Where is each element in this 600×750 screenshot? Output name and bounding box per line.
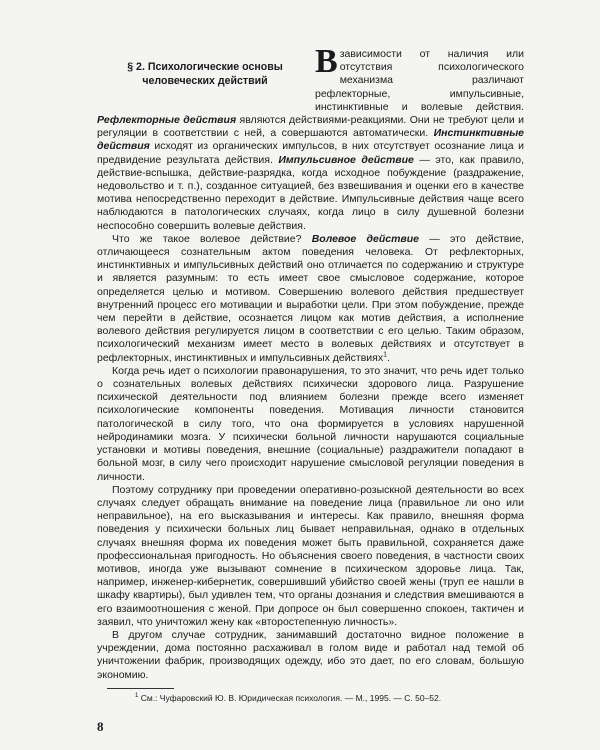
section-title: § 2. Психологические основы человеческих действий: [127, 61, 283, 87]
text-run: Поэтому сотруднику при проведении оперативно-розыскной деятельности во всех случаях следует обращать внимание на поведение лица (правильное ли оно или неправильное), на его высказывания и интересы. Как правило, внешняя форма поведения у психически больных лиц бывает неправильная, однако в отдельных случаях внешняя форма их поведения может быть правильной, сохраняется даже профессиональная пригодность. Но объяснения своего поведения, в частности своих мотивов, иногда уже вызывают сомнение в психическом здоровье лица. Так, например, инженер-кибернетик, совершивший убийство своей жены (труп ее нашли в шкафу квартиры), был удивлен тем, что органы дознания и следствия вмешиваются в его взаимоотношения с женой. При допросе он был совершенно спокоен, тактичен и заявил, что уничтожил жену как «второстепенную личность».: [97, 483, 524, 628]
term-emphasis: Инстинктивные действия: [97, 127, 524, 153]
footnote-text: См.: Чуфаровский Ю. В. Юридическая психология. — М., 1995. — С. 50–52.: [138, 693, 442, 703]
text-run: В другом случае сотрудник, занимавший достаточно видное положение в учреждении, дома постоянно расхаживал в голом виде и работал над темой об уничтожении фабрик, производящих одежду, ибо это дает, по его словам, большую экономию.: [97, 628, 524, 681]
text-run: Когда речь идет о психологии правонарушения, то это значит, что речь идет только о сознательных волевых действиях психически здорового лица. Разрушение психической деятельности под влиянием болезни прежде всего изменяет психологические компоненты поведения. Мотивация личности становится патологической в силу того, что она формируется в условиях нарушенной нейродинамики мозга. У психически больной личности нарушаются социальные установки и мотивы поведения, внешние (социальные) раздражители попадают в больной мозг, в силу чего происходит нарушение смысловой регуляции поведения в личности.: [97, 364, 524, 483]
text-run: .: [386, 351, 390, 364]
footnote-divider: [107, 688, 174, 689]
paragraph: [97, 233, 524, 365]
term-emphasis: Импульсивное действие: [278, 153, 414, 166]
paragraph: [97, 484, 524, 629]
footnote-ref: 1: [383, 351, 387, 359]
footnote-marker: 1: [135, 693, 139, 700]
footnote: [135, 693, 525, 704]
page-number: 8: [97, 719, 104, 734]
body-text: [97, 43, 525, 682]
drop-cap: В: [315, 43, 338, 80]
term-emphasis: Рефлекторные действия: [97, 114, 237, 127]
text-run: зависимости от наличия или отсутствия психологического механизма различают рефлекторные, импульсивные, инстинктивные и волевые действия.: [315, 48, 524, 113]
text-run: исходят из органических импульсов, в них отсутствует осознание лица и предвидение результата действия.: [97, 140, 524, 166]
text-run: — это, как правило, действие-вспышка, действие-разрядка, когда исходное побуждение (раздражение, недовольство и т. п.), созданное ситуацией, без взвешивания и оценки его в качестве мотива непосредственно переходит в действие. Импульсивные действия чаще всего наблюдаются в патологических случаях, когда лицо в силу душевной болезни неспособно совершить волевые действия.: [97, 153, 525, 232]
term-emphasis: Волевое действие: [311, 232, 420, 245]
paragraph: [97, 629, 524, 682]
text-run: являются действиями-реакциями. Они не требуют цели и регуляции в соответствии с ней, а совершаются автоматически.: [97, 114, 524, 140]
paragraph: [97, 365, 524, 484]
text-run: — это действие, отличающееся сознательным актом поведения человека. От рефлекторных, инстинктивных и импульсивных действий оно отличается по содержанию и структуре и является разумным: то есть имеет свое смысловое содержание, которое определяется целью и мотивом. Совершению волевого действия предшествует внутренний процесс его мотивации и выработки цели. При этом побуждение, прежде чем перейти в действие, осознается лицом как мотив действия, а исполнение волевого действия регулируется лицом в соответствии с его целью. Таким образом, психологический механизм имеет место в волевых действиях и отсутствует в рефлекторных, инстинктивных и импульсивных действиях: [97, 232, 524, 364]
paragraph: [97, 43, 525, 233]
heading-space: [97, 48, 315, 112]
text-run: Что же такое волевое действие?: [112, 232, 312, 245]
